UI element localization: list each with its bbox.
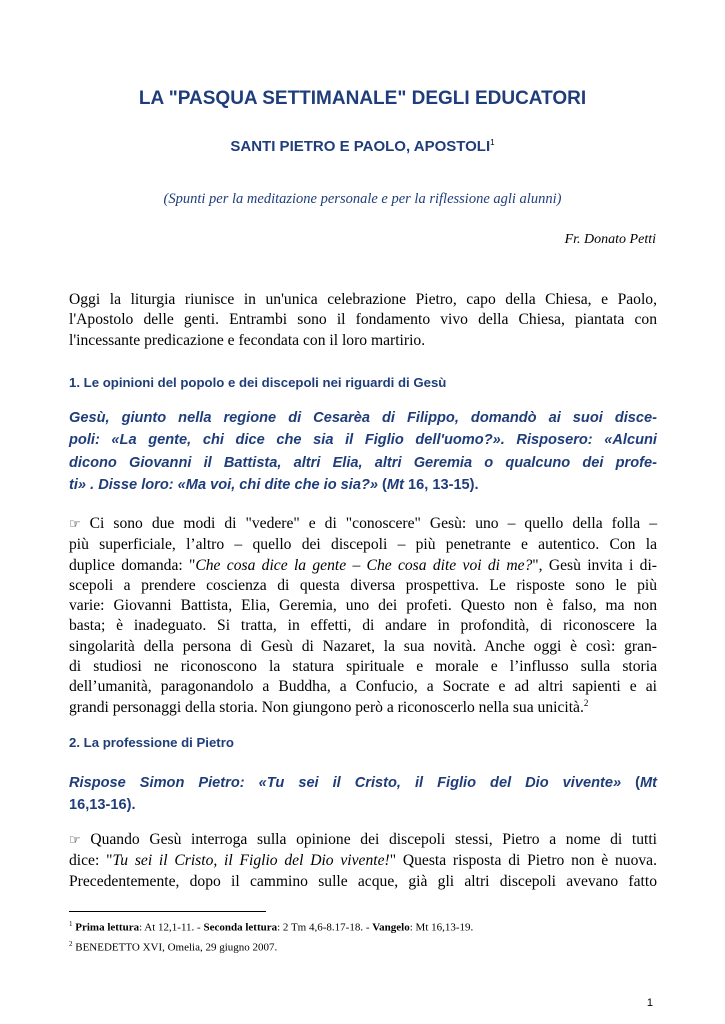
footnote-ref-2: 2 bbox=[583, 697, 589, 708]
footnote-1 bbox=[69, 916, 473, 936]
pointing-hand-icon: ☞ bbox=[69, 517, 81, 532]
quote-line: 16,13-16). bbox=[69, 797, 136, 814]
page-title: LA "PASQUA SETTIMANALE" DEGLI EDUCATORI bbox=[138, 88, 587, 109]
footnote-label: Vangelo bbox=[372, 921, 410, 934]
ref-open: ( bbox=[621, 775, 640, 791]
quote-line: Gesù, giunto nella regione di Cesarèa di Filippo, domandò ai suoi disce- bbox=[69, 410, 657, 426]
quote-line: poli: «La gente, chi dice che sia il Figlio dell'uomo?». Risposero: «Alcuni bbox=[69, 432, 657, 449]
section-1-heading: 1. Le opinioni del popolo e dei discepoli nei riguardi di Gesù bbox=[69, 375, 447, 390]
section-1-paragraph bbox=[69, 514, 657, 718]
section-2-quote bbox=[69, 772, 657, 817]
quote-line bbox=[69, 772, 657, 794]
quote-text: ti» . Disse loro: «Ma voi, chi dite che io sia?» bbox=[69, 476, 378, 493]
footnote-2 bbox=[69, 936, 473, 956]
ref-rest: 16, 13-15). bbox=[403, 476, 479, 493]
para-text: grandi personaggi della storia. Non giungono però a riconoscerlo nella sua unicità. bbox=[69, 698, 584, 716]
footnote-mark: 2 bbox=[69, 939, 73, 948]
footnote-text: BENEDETTO XVI, Omelia, 29 giugno 2007. bbox=[72, 941, 278, 954]
ref-book: Mt bbox=[639, 775, 657, 791]
section-2-paragraph bbox=[69, 830, 657, 892]
quote-text: Rispose Simon Pietro: «Tu sei il Cristo, il Figlio del Dio vivente» bbox=[69, 775, 622, 791]
ref-book: Mt bbox=[386, 476, 404, 493]
para-italic: Che cosa dice la gente – Che cosa dite voi di me? bbox=[195, 556, 533, 574]
para-text: " Questa risposta di Pietro non è nuova. bbox=[389, 852, 657, 870]
para-text: Quando Gesù interroga sulla opinione dei discepoli stessi, Pietro a nome di tutti bbox=[90, 831, 657, 848]
para-line: più superficiale, l’altro – quello dei discepoli – più penetrante e autentico. Con la bbox=[69, 536, 657, 554]
section-1-quote bbox=[69, 407, 657, 496]
ref-open: ( bbox=[378, 476, 387, 493]
quote-line bbox=[69, 474, 657, 496]
footnote-label: Prima lettura bbox=[75, 921, 140, 934]
para-line: scepoli a prendere coscienza di questa diversa prospettiva. Le risposte sono le più bbox=[69, 576, 657, 594]
page-number: 1 bbox=[646, 997, 653, 1009]
quote-line: dicono Giovanni il Battista, altri Elia, altri Geremia o qualcuno dei profe- bbox=[69, 454, 657, 471]
para-text: ", Gesù invita i di- bbox=[532, 556, 657, 574]
author-name: Fr. Donato Petti bbox=[564, 232, 656, 247]
para-line: Precedentemente, dopo il cammino sulle acque, già gli altri discepoli avevano fatto bbox=[69, 872, 657, 890]
footnote-text: : 2 Tm 4,6-8.17-18. - bbox=[277, 921, 373, 934]
para-text: duplice domanda: " bbox=[69, 556, 196, 574]
para-line: basta; è inadeguato. Si tratta, in effetti, di andare in profondità, di riconoscere la bbox=[69, 617, 657, 635]
spunti-line: (Spunti per la meditazione personale e per la riflessione agli alunni) bbox=[163, 191, 562, 207]
footnote-mark: 1 bbox=[69, 920, 73, 928]
para-line: varie: Giovanni Battista, Elia, Geremia, uno dei profeti. Questo non è falso, ma non bbox=[69, 597, 657, 615]
footnote-text: : At 12,1-11. - bbox=[139, 921, 204, 934]
footnotes bbox=[69, 916, 473, 955]
para-line: dell’umanità, paragonandolo a Buddha, a Confucio, a Socrate e ad altri sapienti e ai bbox=[69, 678, 657, 696]
footnote-ref-1: 1 bbox=[490, 138, 495, 147]
intro-paragraph bbox=[69, 290, 657, 351]
footnote-label: Seconda lettura bbox=[203, 921, 278, 934]
quote-reference bbox=[378, 477, 479, 493]
para-text: Ci sono due modi di "vedere" e di "conoscere" Gesù: uno – quello della folla – bbox=[89, 515, 657, 532]
footnote-text: : Mt 16,13-19. bbox=[409, 921, 474, 934]
intro-line: l'incessante predicazione e fecondata con il loro martirio. bbox=[69, 331, 426, 349]
quote-reference bbox=[621, 775, 657, 791]
para-line: singolarità della persona di Gesù di Nazaret, la sua novità. Anche oggi è così: gran- bbox=[69, 637, 657, 655]
para-line bbox=[69, 851, 657, 871]
para-line bbox=[69, 698, 657, 718]
para-italic: Tu sei il Cristo, il Figlio del Dio vivente! bbox=[112, 852, 390, 870]
intro-line: Oggi la liturgia riunisce in un'unica celebrazione Pietro, capo della Chiesa, e Paolo, bbox=[69, 291, 657, 308]
subtitle-text: SANTI PIETRO E PAOLO, APOSTOLI bbox=[230, 138, 491, 155]
para-line bbox=[69, 556, 657, 576]
para-line bbox=[69, 830, 657, 851]
page-subtitle bbox=[0, 138, 725, 155]
para-line bbox=[69, 514, 657, 535]
section-2-heading: 2. La professione di Pietro bbox=[69, 735, 234, 750]
pointing-hand-icon: ☞ bbox=[69, 833, 81, 848]
intro-line: l'Apostolo delle genti. Entrambi sono il fondamento vivo della Chiesa, piantata con bbox=[69, 311, 657, 329]
para-text: dice: " bbox=[69, 852, 113, 870]
footnote-divider bbox=[69, 911, 266, 912]
para-line: di studiosi ne riconoscono la statura spirituale e morale e l’influsso sulla storia bbox=[69, 658, 657, 676]
